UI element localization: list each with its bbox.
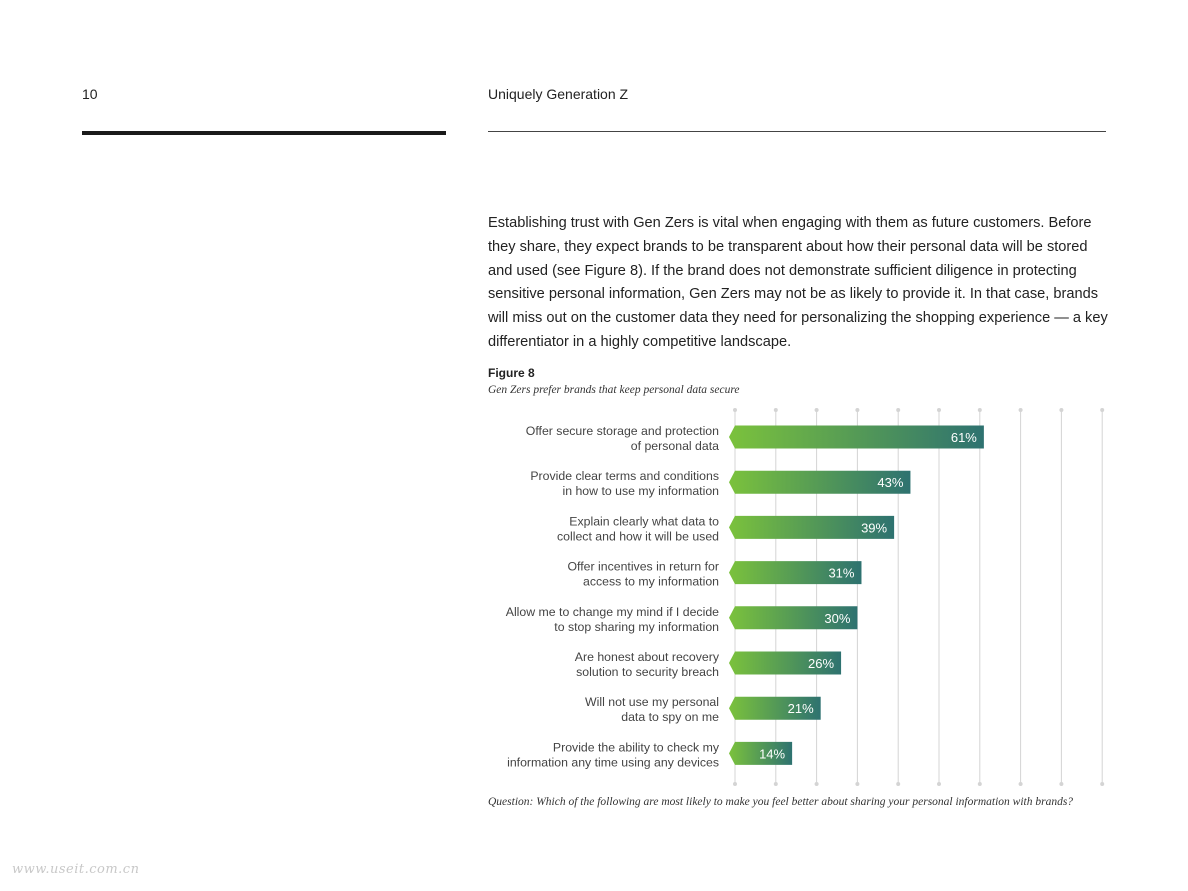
watermark: www.useit.com.cn	[12, 862, 140, 877]
gridline-dot	[937, 782, 941, 786]
bar-value-label: 39%	[861, 520, 888, 536]
category-label: Offer secure storage and protection of personal data	[525, 424, 719, 453]
category-label: Allow me to change my mind if I decide to stop sharing my information	[505, 604, 719, 634]
gridline-dot	[896, 782, 900, 786]
category-label: Will not use my personal data to spy on me	[585, 695, 719, 725]
left-header-rule	[82, 131, 446, 135]
gridline-dot	[1100, 782, 1104, 786]
figure-label: Figure 8	[488, 366, 535, 380]
category-labels	[506, 424, 720, 769]
category-label: Explain clearly what data to collect and how it will be used	[557, 514, 719, 544]
bar-value-label: 26%	[808, 656, 835, 671]
gridline-dot	[855, 782, 859, 786]
figure-subtitle: Gen Zers prefer brands that keep personal data secure	[488, 384, 740, 396]
gridline-dot	[978, 782, 982, 786]
bar-value-label: 30%	[824, 610, 851, 626]
gridline-dot	[1100, 408, 1104, 412]
bar-value-label: 31%	[828, 565, 855, 581]
category-label: Provide clear terms and conditions in how to use my information	[530, 469, 719, 499]
gridline-dot	[937, 408, 941, 412]
gridline-dot	[733, 782, 737, 786]
bar-value-label: 14%	[759, 746, 786, 762]
figure-question: Question: Which of the following are most likely to make you feel better about sharing your personal information with brands?	[488, 796, 1074, 808]
bars	[729, 426, 984, 765]
gridline-dot	[1019, 782, 1023, 786]
gridline-dot	[855, 408, 859, 412]
gridline-dot	[733, 408, 737, 412]
running-title: Uniquely Generation Z	[488, 86, 629, 102]
gridline-dot	[815, 408, 819, 412]
bar-value-label: 43%	[877, 475, 904, 491]
category-label: Provide the ability to check my information any time using any devices	[507, 740, 719, 770]
gridline-dot	[1019, 408, 1023, 412]
gridline-dot	[815, 782, 819, 786]
gridlines	[733, 408, 1104, 786]
bar-chart	[488, 400, 1118, 795]
gridline-dot	[1059, 782, 1063, 786]
gridline-dot	[774, 408, 778, 412]
bar-value-label: 61%	[950, 430, 977, 445]
body-paragraph: Establishing trust with Gen Zers is vital when engaging with them as future customers. Before they share, they expect brands to be transparent about how their personal data will be stored and used (see Figure 8). If the brand does not demonstrate sufficient diligence in protecting sensitive personal information, Gen Zers may not be as likely to provide it. In that case, brands will miss out on the customer data they need for personalizing the shopping experience — a key differentiator in a highly competitive landscape.	[488, 215, 1108, 350]
gridline-dot	[1059, 408, 1063, 412]
bar-value-label: 21%	[787, 701, 814, 717]
gridline-dot	[978, 408, 982, 412]
category-label: Are honest about recovery solution to security breach	[574, 650, 719, 679]
gridline-dot	[774, 782, 778, 786]
bar	[729, 426, 984, 449]
right-header-rule	[488, 131, 1106, 132]
category-label: Offer incentives in return for access to my information	[567, 559, 719, 589]
gridline-dot	[896, 408, 900, 412]
page-number: 10	[82, 86, 98, 102]
